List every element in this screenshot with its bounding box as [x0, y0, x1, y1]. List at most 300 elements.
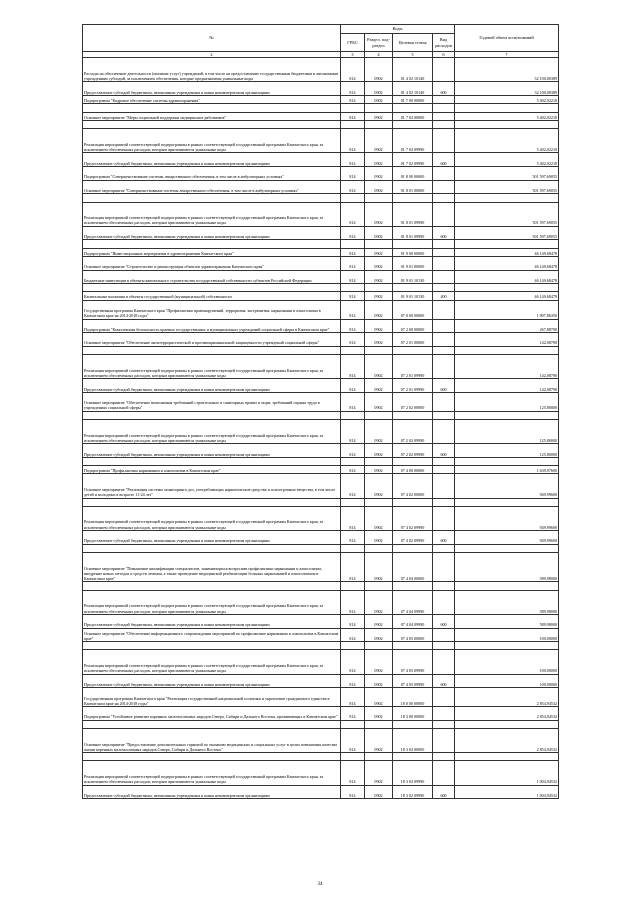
row-grbs-cell [341, 544, 365, 552]
row-grbs-cell: 814 [341, 466, 365, 474]
table-row [83, 411, 559, 419]
row-grbs-cell: 814 [341, 129, 365, 153]
row-target-cell [393, 457, 433, 465]
row-section-cell: 0902 [365, 58, 393, 82]
row-grbs-cell: 814 [341, 688, 365, 707]
row-amount-cell [455, 284, 559, 292]
row-name-cell: Реализация мероприятий соответствующей подпрограммы в рамках соответствующей государственной программы Камчатского края, за исключением обеспеченных расходов, которым присваиваются уникальные коды [83, 761, 341, 785]
row-section-cell: 0902 [365, 82, 393, 96]
row-grbs-cell: 814 [341, 420, 365, 444]
table-row [83, 474, 559, 498]
row-section-cell [365, 346, 393, 354]
row-amount-cell: 1 004,94532 [455, 761, 559, 785]
row-section-cell: 0902 [365, 707, 393, 721]
row-name-cell [83, 544, 341, 552]
row-amount-cell: 1 907,86350 [455, 300, 559, 319]
row-section-cell: 0902 [365, 355, 393, 379]
row-exptype-cell [433, 392, 455, 411]
row-amount-cell: 1 004,94532 [455, 785, 559, 799]
row-grbs-cell: 814 [341, 614, 365, 628]
row-name-cell: Предоставление субсидий бюджетным, автономным учреждениям и иным некоммерческим организациям [83, 226, 341, 240]
header-index-cell: 2 [83, 52, 341, 58]
row-exptype-cell [433, 248, 455, 256]
row-exptype-cell: 600 [433, 226, 455, 240]
row-name-cell: Предоставление субсидий бюджетным, автономным учреждениям и иным некоммерческим организациям [83, 674, 341, 688]
row-amount-cell: 589,98000 [455, 614, 559, 628]
row-name-cell: Реализация мероприятий соответствующей подпрограммы в рамках соответствующей государственной программы Камчатского края, за исключением обеспеченных расходов, которым присваиваются уникальные коды [83, 202, 341, 226]
row-exptype-cell [433, 240, 455, 248]
row-section-cell [365, 582, 393, 590]
table-row [83, 202, 559, 226]
row-amount-cell: 501 597,69055 [455, 167, 559, 181]
row-name-cell: Реализация мероприятий соответствующей подпрограммы в рамках соответствующей государственной программы Камчатского края, за исключением обеспеченных расходов, которым присваиваются уникальные коды [83, 506, 341, 530]
row-name-cell: Подпрограмма "Профилактика наркомании и алкоголизма в Камчатском крае" [83, 466, 341, 474]
table-row [83, 420, 559, 444]
row-name-cell: Бюджетные инвестиции в объекты капитального строительства государственной собственности субъектов Российской Федерации [83, 270, 341, 284]
row-section-cell: 0902 [365, 444, 393, 458]
header-index-cell: 4 [365, 52, 393, 58]
row-target-cell [393, 120, 433, 128]
row-section-cell: 0902 [365, 650, 393, 674]
row-section-cell [365, 240, 393, 248]
table-row [83, 498, 559, 506]
row-target-cell [393, 411, 433, 419]
row-exptype-cell [433, 300, 455, 319]
row-target-cell [393, 346, 433, 354]
row-target-cell: 01 9 01 10130 [393, 292, 433, 300]
row-exptype-cell: 600 [433, 531, 455, 545]
row-section-cell: 0902 [365, 300, 393, 319]
row-section-cell: 0902 [365, 531, 393, 545]
row-amount-cell: 125,80000 [455, 420, 559, 444]
row-exptype-cell: 600 [433, 674, 455, 688]
row-section-cell [365, 194, 393, 202]
row-amount-cell [455, 240, 559, 248]
row-amount-cell: 501 597,69055 [455, 226, 559, 240]
row-target-cell: 07 4 04 09990 [393, 590, 433, 614]
row-amount-cell: 100,00000 [455, 628, 559, 642]
row-name-cell [83, 642, 341, 650]
row-section-cell: 0902 [365, 688, 393, 707]
row-exptype-cell [433, 96, 455, 104]
row-exptype-cell [433, 333, 455, 347]
row-amount-cell [455, 498, 559, 506]
row-name-cell: Подпрограмма "Совершенствование системы лекарственного обеспечения, в том числе в амбулаторных условиях" [83, 167, 341, 181]
table-header [83, 25, 559, 58]
row-grbs-cell: 814 [341, 531, 365, 545]
row-amount-cell: 589,98000 [455, 590, 559, 614]
row-exptype-cell: 600 [433, 444, 455, 458]
row-grbs-cell: 814 [341, 248, 365, 256]
row-target-cell: 07 4 05 09990 [393, 650, 433, 674]
row-grbs-cell: 814 [341, 270, 365, 284]
row-section-cell: 0902 [365, 590, 393, 614]
row-amount-cell: 125,80000 [455, 392, 559, 411]
header-target: Целевая статья [393, 34, 433, 52]
row-amount-cell [455, 346, 559, 354]
row-exptype-cell [433, 194, 455, 202]
row-grbs-cell: 814 [341, 292, 365, 300]
row-section-cell: 0902 [365, 333, 393, 347]
row-target-cell: 01 4 02 10140 [393, 58, 433, 82]
row-section-cell: 0902 [365, 674, 393, 688]
row-target-cell: 07 2 02 09990 [393, 420, 433, 444]
row-grbs-cell: 814 [341, 628, 365, 642]
row-name-cell: Основное мероприятие "Обеспечение антитеррористической и противокриминальной защищенности учреждений социальной сферы" [83, 333, 341, 347]
row-amount-cell: 100,00000 [455, 650, 559, 674]
row-exptype-cell [433, 411, 455, 419]
row-target-cell: 07 4 04 09990 [393, 614, 433, 628]
table-row [83, 240, 559, 248]
row-name-cell [83, 284, 341, 292]
table-row [83, 300, 559, 319]
row-grbs-cell: 814 [341, 167, 365, 181]
row-name-cell: Предоставление субсидий бюджетным, автономным учреждениям и иным некоммерческим организациям [83, 82, 341, 96]
row-amount-cell: 949,99600 [455, 531, 559, 545]
row-section-cell: 0902 [365, 248, 393, 256]
row-target-cell: 01 9 01 10130 [393, 270, 433, 284]
header-index-cell: 6 [433, 52, 455, 58]
row-grbs-cell [341, 346, 365, 354]
row-name-cell [83, 346, 341, 354]
row-name-cell: Капитальные вложения в объекты государственной (муниципальной) собственности [83, 292, 341, 300]
row-target-cell: 18 3 02 00000 [393, 729, 433, 753]
row-grbs-cell [341, 720, 365, 728]
row-name-cell: Основное мероприятие "Повышение квалификации специалистов, занимающихся вопросами профилактики наркомании и алкоголизма, внедрение новых методов и средств лечения, а также проведение медицинской реабилитации больных наркоманией и алкоголизмом в Камчатском крае" [83, 552, 341, 582]
row-target-cell: 01 9 01 00000 [393, 256, 433, 270]
row-grbs-cell: 814 [341, 552, 365, 582]
row-name-cell: Подпрограмма "Устойчивое развитие коренных малочисленных народов Севера, Сибири и Дальнего Востока, проживающих в Камчатском крае" [83, 707, 341, 721]
table-row [83, 688, 559, 707]
table-row [83, 753, 559, 761]
table-row [83, 226, 559, 240]
row-grbs-cell [341, 240, 365, 248]
row-amount-cell: 949,99600 [455, 506, 559, 530]
row-target-cell: 07 4 02 09990 [393, 506, 433, 530]
header-index-cell: 3 [341, 52, 365, 58]
row-name-cell: Реализация мероприятий соответствующей подпрограммы в рамках соответствующей государственной программы Камчатского края, за исключением обеспеченных расходов, которым присваиваются уникальные коды [83, 355, 341, 379]
row-target-cell [393, 582, 433, 590]
table-row [83, 58, 559, 82]
row-amount-cell: 589,98000 [455, 552, 559, 582]
row-name-cell: Основное мероприятие "Предоставление дополнительных гарантий по оказанию медицинских и социальных услуг в целях повышения качества жизни коренных малочисленных народов Севера, Сибири и Дальнего Востока" [83, 729, 341, 753]
header-index-cell: 5 [393, 52, 433, 58]
budget-table [82, 24, 559, 799]
row-grbs-cell [341, 120, 365, 128]
table-row [83, 194, 559, 202]
row-amount-cell: 501 597,69055 [455, 202, 559, 226]
row-name-cell: Предоставление субсидий бюджетным, автономным учреждениям и иным некоммерческим организациям [83, 153, 341, 167]
row-exptype-cell [433, 506, 455, 530]
row-exptype-cell [433, 582, 455, 590]
row-amount-cell: 1 639,97600 [455, 466, 559, 474]
table-row [83, 531, 559, 545]
row-target-cell: 07 2 02 09990 [393, 444, 433, 458]
row-target-cell: 07 2 02 00000 [393, 392, 433, 411]
row-exptype-cell [433, 270, 455, 284]
row-name-cell [83, 104, 341, 112]
row-amount-cell [455, 582, 559, 590]
row-name-cell: Предоставление субсидий бюджетным, автономным учреждениям и иным некоммерческим организациям [83, 614, 341, 628]
row-name-cell: Расходы на обеспечение деятельности (оказание услуг) учреждений, в том числе на предоставление государственным бюджетным и автономным учреждениям субсидий, за исключением обеспечения, которые предназначены уникальные коды [83, 58, 341, 82]
row-amount-cell: 5 402,02210 [455, 153, 559, 167]
row-target-cell: 01 4 02 10140 [393, 82, 433, 96]
table-row [83, 96, 559, 104]
row-amount-cell [455, 544, 559, 552]
row-target-cell: 07 2 01 09990 [393, 355, 433, 379]
row-name-cell: Реализация мероприятий соответствующей подпрограммы в рамках соответствующей государственной программы Камчатского края, за исключением обеспеченных расходов, которым присваиваются уникальные коды [83, 129, 341, 153]
row-target-cell [393, 240, 433, 248]
table-row [83, 457, 559, 465]
row-grbs-cell: 814 [341, 444, 365, 458]
row-name-cell: Основное мероприятие "Обеспечение информационного сопровождения мероприятий по профилактике наркомании и алкоголизма в Камчатском крае" [83, 628, 341, 642]
table-row [83, 333, 559, 347]
header-grbs: ГРБС [341, 34, 365, 52]
row-name-cell: Предоставление субсидий бюджетным, автономным учреждениям и иным некоммерческим организациям [83, 379, 341, 393]
row-section-cell: 0902 [365, 319, 393, 333]
row-name-cell: Основное мероприятие "Реализация системы мониторинга доз, употребляющих наркотические средства и психотропные вещества, в том числе детей и молодежи в возрасте 11-24 лет" [83, 474, 341, 498]
row-amount-cell [455, 104, 559, 112]
row-name-cell [83, 720, 341, 728]
table-row [83, 319, 559, 333]
table-row [83, 112, 559, 120]
row-grbs-cell: 814 [341, 226, 365, 240]
row-amount-cell: 142,08790 [455, 379, 559, 393]
table-row [83, 379, 559, 393]
row-target-cell: 01 8 00 00000 [393, 167, 433, 181]
row-section-cell [365, 284, 393, 292]
row-amount-cell: 2 854,94532 [455, 729, 559, 753]
row-section-cell: 0902 [365, 180, 393, 194]
row-target-cell [393, 284, 433, 292]
row-grbs-cell: 814 [341, 761, 365, 785]
row-amount-cell: 5 402,02210 [455, 129, 559, 153]
table-row [83, 104, 559, 112]
row-amount-cell: 5 402,02210 [455, 96, 559, 104]
row-target-cell: 07 4 04 00000 [393, 552, 433, 582]
row-grbs-cell [341, 104, 365, 112]
row-amount-cell [455, 120, 559, 128]
table-row [83, 292, 559, 300]
table-body [83, 58, 559, 799]
row-target-cell: 01 8 01 00000 [393, 180, 433, 194]
row-grbs-cell: 814 [341, 785, 365, 799]
row-grbs-cell: 814 [341, 333, 365, 347]
row-target-cell: 07 2 01 00000 [393, 333, 433, 347]
row-exptype-cell [433, 628, 455, 642]
table-row [83, 129, 559, 153]
row-grbs-cell [341, 457, 365, 465]
row-amount-cell [455, 753, 559, 761]
table-row [83, 614, 559, 628]
row-name-cell: Реализация мероприятий соответствующей подпрограммы в рамках соответствующей государственной программы Камчатского края, за исключением обеспеченных расходов, которым присваиваются уникальные коды [83, 420, 341, 444]
row-grbs-cell: 814 [341, 474, 365, 498]
row-exptype-cell [433, 319, 455, 333]
row-section-cell: 0902 [365, 614, 393, 628]
table-row [83, 256, 559, 270]
row-exptype-cell [433, 707, 455, 721]
table-row [83, 582, 559, 590]
row-grbs-cell: 814 [341, 112, 365, 120]
row-exptype-cell: 600 [433, 785, 455, 799]
row-target-cell: 07 4 02 09990 [393, 531, 433, 545]
row-grbs-cell: 814 [341, 506, 365, 530]
row-target-cell: 01 8 01 09990 [393, 202, 433, 226]
table-row [83, 506, 559, 530]
row-exptype-cell [433, 129, 455, 153]
row-exptype-cell [433, 720, 455, 728]
table-row [83, 284, 559, 292]
row-section-cell [365, 544, 393, 552]
row-target-cell: 07 4 02 00000 [393, 474, 433, 498]
table-row [83, 590, 559, 614]
row-name-cell: Основное мероприятие "Меры социальной поддержки медицинских работников" [83, 112, 341, 120]
row-exptype-cell: 400 [433, 292, 455, 300]
row-grbs-cell [341, 194, 365, 202]
row-section-cell: 0902 [365, 292, 393, 300]
row-exptype-cell [433, 167, 455, 181]
row-amount-cell: 100,00000 [455, 674, 559, 688]
row-target-cell: 07 0 00 00000 [393, 300, 433, 319]
row-target-cell: 07 2 00 00000 [393, 319, 433, 333]
row-section-cell: 0902 [365, 256, 393, 270]
row-amount-cell: 267,88790 [455, 319, 559, 333]
row-name-cell: Предоставление субсидий бюджетным, автономным учреждениям и иным некоммерческим организациям [83, 531, 341, 545]
row-exptype-cell [433, 104, 455, 112]
row-grbs-cell: 814 [341, 256, 365, 270]
row-exptype-cell [433, 256, 455, 270]
table-row [83, 552, 559, 582]
header-codes: Коды [341, 25, 455, 34]
row-exptype-cell [433, 202, 455, 226]
row-target-cell [393, 194, 433, 202]
table-row [83, 355, 559, 379]
row-amount-cell: 46 149,68478 [455, 256, 559, 270]
row-section-cell: 0902 [365, 392, 393, 411]
row-grbs-cell: 814 [341, 392, 365, 411]
row-amount-cell: 32 100,00389 [455, 82, 559, 96]
table-row [83, 270, 559, 284]
row-amount-cell: 125,80000 [455, 444, 559, 458]
table-row [83, 153, 559, 167]
row-section-cell: 0902 [365, 466, 393, 474]
row-section-cell: 0902 [365, 270, 393, 284]
row-amount-cell: 46 149,68478 [455, 248, 559, 256]
row-exptype-cell: 600 [433, 82, 455, 96]
row-section-cell: 0902 [365, 785, 393, 799]
row-name-cell: Предоставление субсидий бюджетным, автономным учреждениям и иным некоммерческим организациям [83, 785, 341, 799]
header-exptype: Вид расходов [433, 34, 455, 52]
table-row [83, 650, 559, 674]
table-row [83, 544, 559, 552]
row-grbs-cell: 814 [341, 202, 365, 226]
row-target-cell [393, 753, 433, 761]
row-section-cell: 0902 [365, 112, 393, 120]
row-exptype-cell [433, 355, 455, 379]
row-target-cell [393, 104, 433, 112]
row-name-cell: Подпрограмма "Кадровое обеспечение системы здравоохранения" [83, 96, 341, 104]
row-grbs-cell: 814 [341, 180, 365, 194]
row-amount-cell [455, 411, 559, 419]
row-exptype-cell [433, 688, 455, 707]
row-grbs-cell: 814 [341, 729, 365, 753]
row-target-cell: 18 3 02 09990 [393, 761, 433, 785]
row-amount-cell: 46 149,68478 [455, 270, 559, 284]
row-name-cell [83, 753, 341, 761]
row-target-cell: 01 9 00 00000 [393, 248, 433, 256]
row-grbs-cell [341, 411, 365, 419]
row-amount-cell: 32 100,00389 [455, 58, 559, 82]
row-grbs-cell: 814 [341, 650, 365, 674]
table-row [83, 82, 559, 96]
row-target-cell: 01 7 00 00000 [393, 96, 433, 104]
header-amount: Годовой объем ассигнований [455, 25, 559, 52]
row-name-cell: Государственная программа Камчатского края "Реализация государственной национальной политики и укрепление гражданского единства в Камчатском крае на 2014-2018 годы" [83, 688, 341, 707]
row-exptype-cell [433, 642, 455, 650]
row-name-cell [83, 498, 341, 506]
row-amount-cell: 2 854,94532 [455, 707, 559, 721]
row-name-cell: Предоставление субсидий бюджетным, автономным учреждениям и иным некоммерческим организациям [83, 444, 341, 458]
row-name-cell: Основное мероприятие "Строительство и реконструкция объектов здравоохранения Камчатского края" [83, 256, 341, 270]
row-exptype-cell [433, 729, 455, 753]
row-grbs-cell [341, 642, 365, 650]
row-grbs-cell: 814 [341, 319, 365, 333]
row-exptype-cell [433, 466, 455, 474]
row-name-cell [83, 582, 341, 590]
row-grbs-cell [341, 284, 365, 292]
row-name-cell: Подпрограмма "Комплексная безопасность краевых государственных и муниципальных учреждений социальной сферы в Камчатском крае" [83, 319, 341, 333]
row-name-cell: Основное мероприятие "Обеспечение выполнения требований строительных и санитарных правил и норм, требований охраны труда в учреждениях социальной сферы" [83, 392, 341, 411]
table-row [83, 642, 559, 650]
row-target-cell: 07 4 05 09990 [393, 674, 433, 688]
row-section-cell: 0902 [365, 420, 393, 444]
row-amount-cell: 2 854,94532 [455, 688, 559, 707]
row-name-cell: Подпрограмма "Инвестиционные мероприятия в здравоохранении Камчатского края" [83, 248, 341, 256]
row-section-cell: 0902 [365, 761, 393, 785]
row-grbs-cell: 814 [341, 82, 365, 96]
row-target-cell: 07 4 00 00000 [393, 466, 433, 474]
table-row [83, 466, 559, 474]
row-exptype-cell [433, 753, 455, 761]
row-section-cell [365, 104, 393, 112]
row-name-cell: Государственная программа Камчатского края "Профилактика правонарушений, терроризма, экстремизма, наркомании и алкоголизма в Камчатском крае на 2014-2018 годы" [83, 300, 341, 319]
row-target-cell: 18 3 00 00000 [393, 707, 433, 721]
row-target-cell [393, 544, 433, 552]
row-section-cell: 0902 [365, 552, 393, 582]
row-exptype-cell: 600 [433, 614, 455, 628]
row-exptype-cell [433, 590, 455, 614]
row-target-cell [393, 498, 433, 506]
row-target-cell: 07 2 01 09990 [393, 379, 433, 393]
row-amount-cell: 949,99600 [455, 474, 559, 498]
row-target-cell: 01 7 02 09990 [393, 153, 433, 167]
table-row [83, 729, 559, 753]
row-target-cell: 01 7 02 09990 [393, 129, 433, 153]
row-name-cell: Основное мероприятие "Совершенствование системы лекарственного обеспечения, в том числе в амбулаторных условиях" [83, 180, 341, 194]
row-amount-cell [455, 720, 559, 728]
row-target-cell: 18 0 00 00000 [393, 688, 433, 707]
row-grbs-cell [341, 498, 365, 506]
row-exptype-cell [433, 761, 455, 785]
row-name-cell [83, 457, 341, 465]
row-exptype-cell [433, 420, 455, 444]
row-grbs-cell: 814 [341, 590, 365, 614]
row-exptype-cell [433, 112, 455, 120]
header-num: № [83, 25, 341, 52]
row-grbs-cell: 814 [341, 96, 365, 104]
row-grbs-cell: 814 [341, 674, 365, 688]
row-exptype-cell [433, 457, 455, 465]
